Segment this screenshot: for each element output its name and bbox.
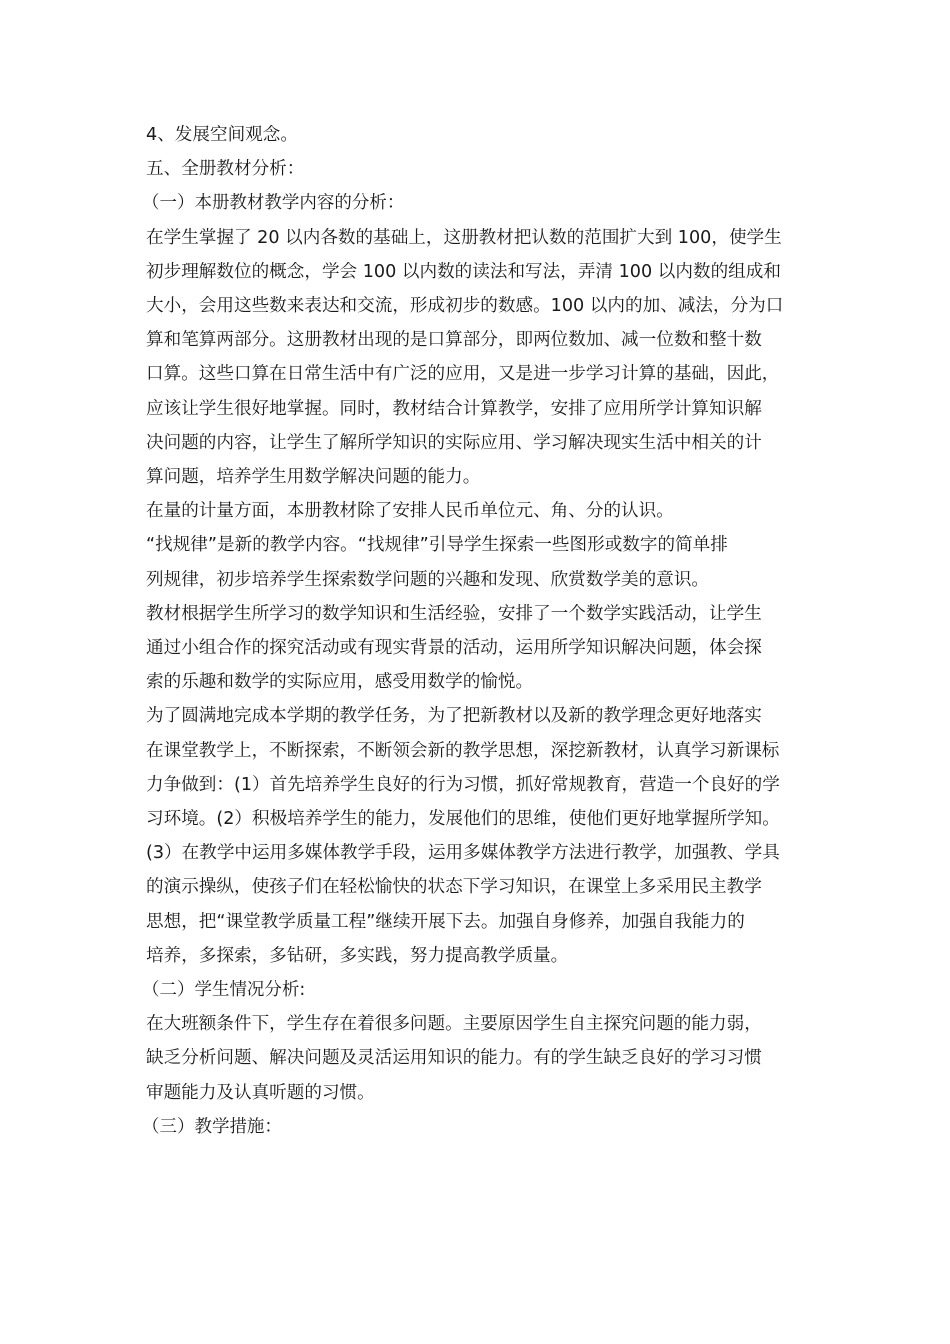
paragraph-line: 在学生掌握了 20 以内各数的基础上，这册教材把认数的范围扩大到 100，使学生 — [146, 227, 782, 248]
subheading-content-analysis: （一）本册教材教学内容的分析： — [142, 193, 405, 214]
paragraph-line: 习环境。(2）积极培养学生的能力，发展他们的思维，使他们更好地掌握所学知。 — [146, 809, 780, 830]
paragraph-line: 索的乐趣和数学的实际应用，感受用数学的愉悦。 — [146, 672, 534, 693]
paragraph-line: 培养，多探索，多钻研，多实践，努力提高教学质量。 — [146, 945, 569, 966]
paragraph-line: 教材根据学生所学习的数学知识和生活经验，安排了一个数学实践活动，让学生 — [146, 603, 762, 624]
paragraph-line: 决问题的内容，让学生了解所学知识的实际应用、学习解决现实生活中相关的计 — [146, 432, 762, 453]
paragraph-line: 大小，会用这些数来表达和交流，形成初步的数感。100 以内的加、减法，分为口 — [146, 296, 784, 317]
paragraph-line: 思想，把“课堂教学质量工程”继续开展下去。加强自身修养，加强自我能力的 — [146, 911, 745, 932]
paragraph-line: 在课堂教学上，不断探索，不断领会新的教学思想，深挖新教材，认真学习新课标 — [146, 740, 780, 761]
paragraph-line: 在量的计量方面，本册教材除了安排人民币单位元、角、分的认识。 — [146, 501, 674, 522]
paragraph-line: 在大班额条件下，学生存在着很多问题。主要原因学生自主探究问题的能力弱， — [146, 1014, 762, 1035]
paragraph-line: 审题能力及认真听题的习惯。 — [146, 1082, 375, 1103]
paragraph-line: 通过小组合作的探究活动或有现实背景的活动，运用所学知识解决问题，体会探 — [146, 638, 762, 659]
paragraph-line: 的演示操纵，使孩子们在轻松愉快的状态下学习知识，在课堂上多采用民主教学 — [146, 877, 762, 898]
section-heading-textbook-analysis: 五、全册教材分析： — [146, 159, 305, 180]
paragraph-line: 算和笔算两部分。这册教材出现的是口算部分，即两位数加、减一位数和整十数 — [146, 330, 762, 351]
paragraph-line: (3）在教学中运用多媒体教学手段，运用多媒体教学方法进行教学，加强教、学具 — [146, 843, 780, 864]
paragraph-line: 力争做到：(1）首先培养学生良好的行为习惯，抓好常规教育，营造一个良好的学 — [146, 774, 780, 795]
document-body — [142, 118, 810, 1144]
paragraph-line: 列规律，初步培养学生探索数学问题的兴趣和发现、欣赏数学美的意识。 — [146, 569, 710, 590]
paragraph-line: 初步理解数位的概念，学会 100 以内数的读法和写法，弄清 100 以内数的组成和 — [146, 261, 781, 282]
paragraph-line: 口算。这些口算在日常生活中有广泛的应用，又是进一步学习计算的基础，因此， — [146, 364, 780, 385]
subheading-teaching-measures: （三）教学措施： — [142, 1116, 282, 1137]
subheading-student-analysis: （二）学生情况分析: — [142, 980, 306, 1001]
paragraph-line: “找规律”是新的教学内容。“找规律”引导学生探索一些图形或数字的简单排 — [146, 535, 728, 556]
list-item-spatial-concept: 4、发展空间观念。 — [146, 125, 298, 145]
paragraph-line: 缺乏分析问题、解决问题及灵活运用知识的能力。有的学生缺乏良好的学习习惯 — [146, 1048, 762, 1069]
paragraph-line: 为了圆满地完成本学期的教学任务，为了把新教材以及新的教学理念更好地落实 — [146, 706, 762, 727]
paragraph-line: 应该让学生很好地掌握。同时，教材结合计算教学，安排了应用所学计算知识解 — [146, 398, 762, 419]
paragraph-line: 算问题，培养学生用数学解决问题的能力。 — [146, 467, 481, 488]
